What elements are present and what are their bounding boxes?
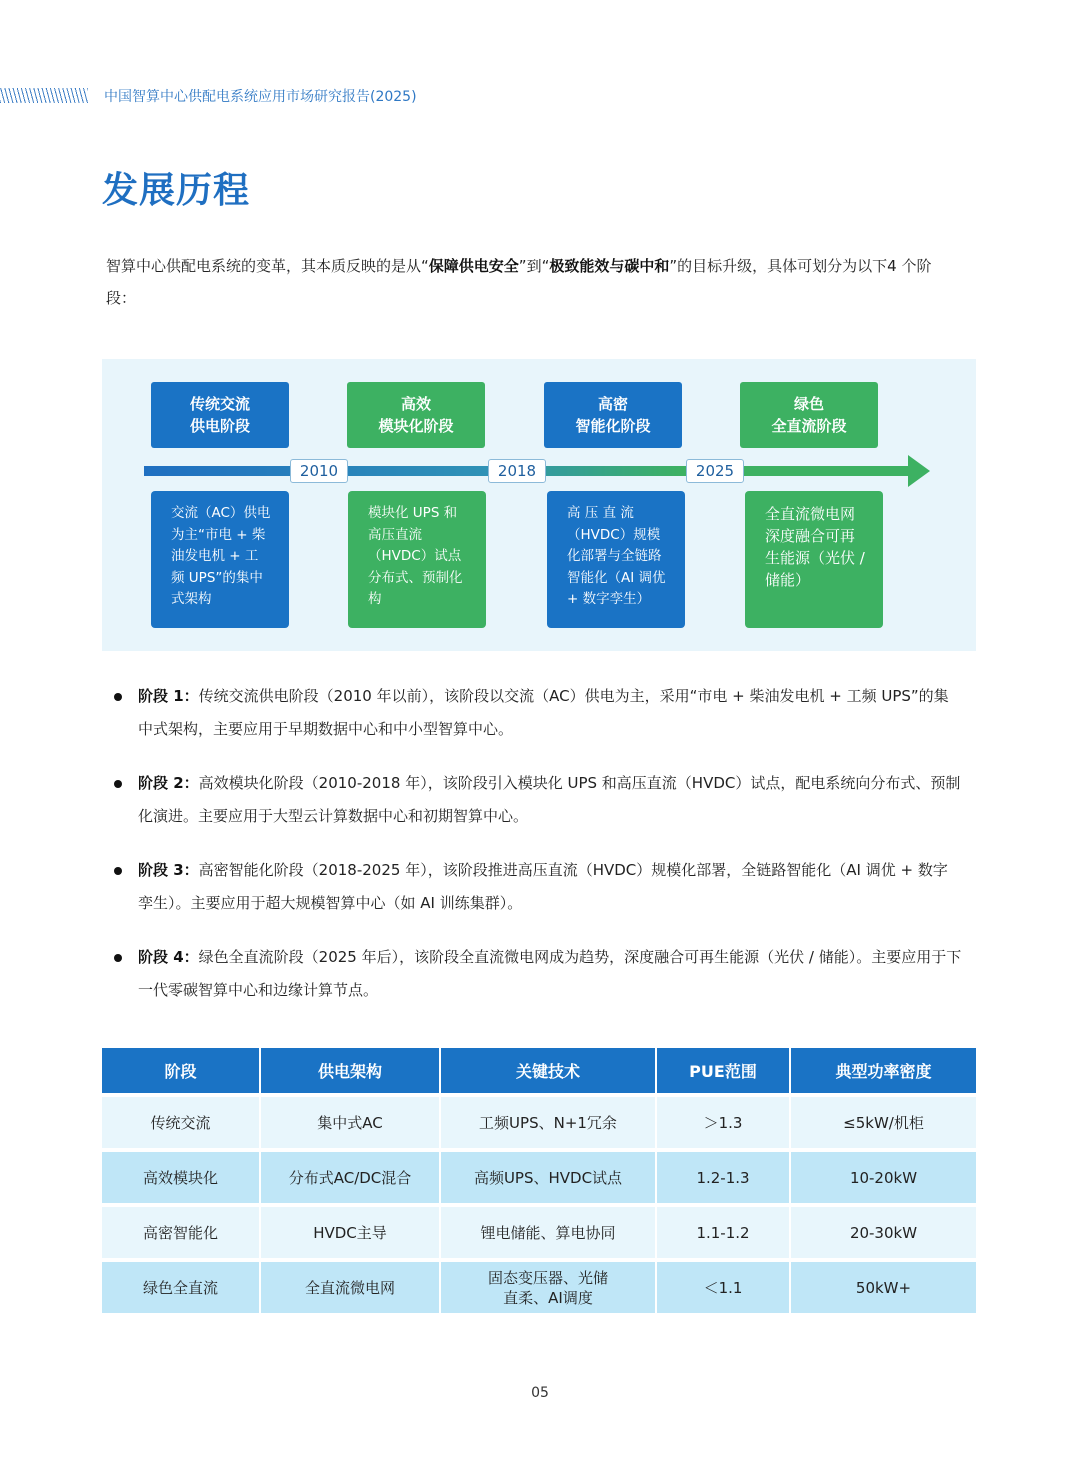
table-cell: 集中式AC [260,1095,440,1150]
stage-label: 阶段 3： [138,861,199,879]
stage-2-title: 高效 模块化阶段 [347,382,485,448]
year-marker: 2018 [488,459,546,483]
table-cell: ＞1.3 [656,1095,790,1150]
bullet-icon [114,954,122,962]
column-header: 典型功率密度 [790,1048,976,1095]
table-cell: 工频UPS、N+1冗余 [440,1095,656,1150]
intro-emphasis: 保障供电安全 [428,257,519,275]
table-row [102,1095,976,1150]
bullet-icon [114,867,122,875]
page-number: 05 [531,1385,549,1401]
table-cell: 高频UPS、HVDC试点 [440,1150,656,1205]
timeline-arrow-icon [908,455,930,487]
stage-label: 阶段 4： [138,948,199,966]
table-cell: 绿色全直流 [102,1260,260,1315]
table-cell: 20-30kW [790,1205,976,1260]
table-cell: 1.2-1.3 [656,1150,790,1205]
table-row [102,1260,976,1315]
table-row [102,1205,976,1260]
table-cell: HVDC主导 [260,1205,440,1260]
year-marker: 2025 [686,459,744,483]
table-row [102,1150,976,1205]
stage-4-title: 绿色 全直流阶段 [740,382,878,448]
table-cell: 50kW+ [790,1260,976,1315]
stage-1-title: 传统交流 供电阶段 [151,382,289,448]
stage-label: 阶段 2： [138,774,199,792]
stage-1-description: 交流（AC）供电为主“市电 + 柴油发电机 + 工频 UPS”的集中式架构 [151,491,289,628]
stage-text: 高效模块化阶段（2010-2018 年），该阶段引入模块化 UPS 和高压直流（HVDC）试点，配电系统向分布式、预制化演进。主要应用于大型云计算数据中心和初期智算中心。 [138,774,961,825]
header-hatch-decoration [0,88,88,103]
intro-text: 智算中心供配电系统的变革，其本质反映的是从“ [106,257,429,275]
bullet-icon [114,780,122,788]
list-item [112,680,962,746]
column-header: PUE范围 [656,1048,790,1095]
bullet-icon [114,693,122,701]
list-item [112,854,962,920]
table-cell: 高效模块化 [102,1150,260,1205]
year-marker: 2010 [290,459,348,483]
column-header: 关键技术 [440,1048,656,1095]
stage-text: 传统交流供电阶段（2010 年以前），该阶段以交流（AC）供电为主，采用“市电 + 柴油发电机 + 工频 UPS”的集中式架构，主要应用于早期数据中心和中小型智算中心。 [138,687,949,738]
table-cell: 分布式AC/DC混合 [260,1150,440,1205]
table-cell: 传统交流 [102,1095,260,1150]
intro-text: ”的目标升级，具体可划分为以下4 个阶段： [106,257,932,307]
report-title: 中国智算中心供配电系统应用市场研究报告(2025) [104,89,417,105]
intro-emphasis: 极致能效与碳中和 [549,257,670,275]
stage-label: 阶段 1： [138,687,199,705]
table-header-row [102,1048,976,1095]
list-item [112,941,962,1007]
intro-paragraph [106,250,956,314]
stage-3-description: 高 压 直 流（HVDC）规模化部署与全链路智能化（AI 调优 + 数字孪生） [547,491,685,628]
page-title: 发展历程 [102,170,251,211]
table-cell: 锂电储能、算电协同 [440,1205,656,1260]
table-cell: 高密智能化 [102,1205,260,1260]
intro-text: ”到“ [518,257,550,275]
stage-list [112,680,962,1028]
list-item [112,767,962,833]
stage-4-description: 全直流微电网深度融合可再生能源（光伏 / 储能） [745,491,883,628]
table-cell: 固态变压器、光储 直柔、AI调度 [440,1260,656,1315]
stage-3-title: 高密 智能化阶段 [544,382,682,448]
table-cell: ≤5kW/机柜 [790,1095,976,1150]
table-cell: 全直流微电网 [260,1260,440,1315]
stage-text: 高密智能化阶段（2018-2025 年），该阶段推进高压直流（HVDC）规模化部署，全链路智能化（AI 调优 + 数字孪生）。主要应用于超大规模智算中心（如 AI 训练集群）。 [138,861,948,912]
table-cell: 10-20kW [790,1150,976,1205]
summary-table [102,1048,976,1317]
table-cell: 1.1-1.2 [656,1205,790,1260]
column-header: 阶段 [102,1048,260,1095]
stage-2-description: 模块化 UPS 和高压直流（HVDC）试点分布式、预制化构 [348,491,486,628]
stage-text: 绿色全直流阶段（2025 年后），该阶段全直流微电网成为趋势，深度融合可再生能源（光伏 / 储能）。主要应用于下一代零碳智算中心和边缘计算节点。 [138,948,962,999]
timeline-diagram [102,359,976,651]
column-header: 供电架构 [260,1048,440,1095]
table-cell: ＜1.1 [656,1260,790,1315]
